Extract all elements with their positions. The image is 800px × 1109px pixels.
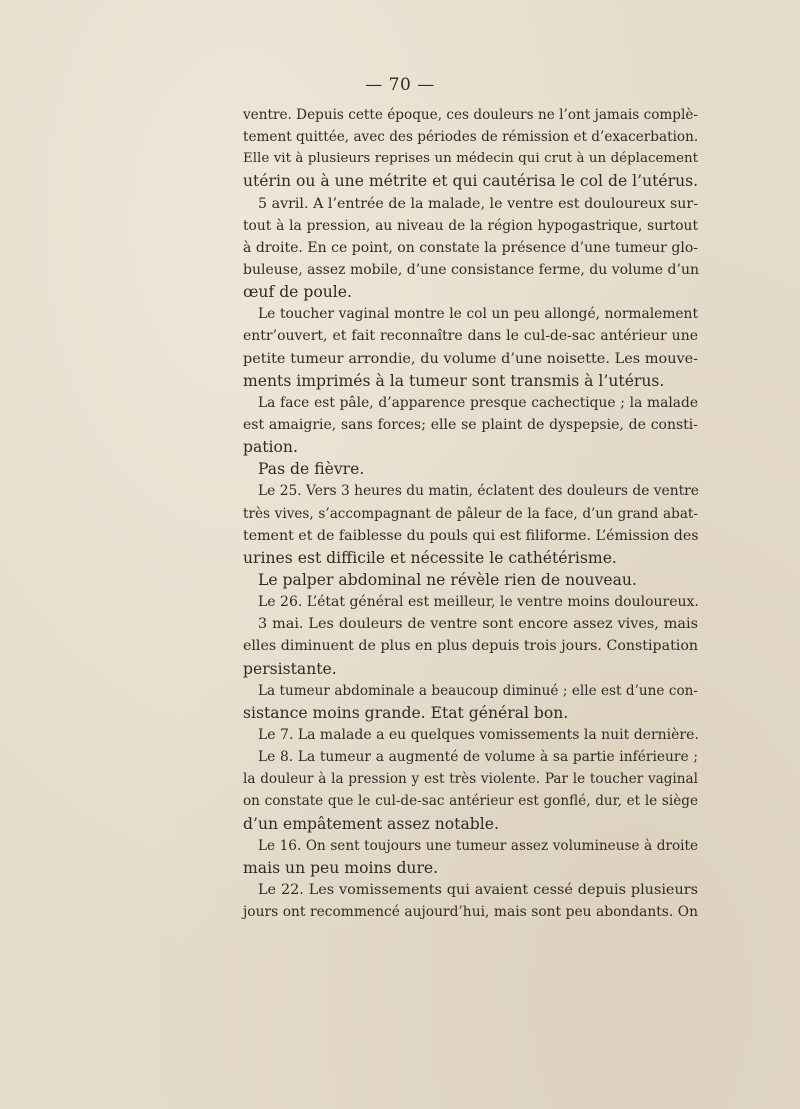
text-line: Le palper abdominal ne révèle rien de nouveau. xyxy=(258,570,637,589)
text-line: mais un peu moins dure. xyxy=(243,858,439,877)
text-line: persistante. xyxy=(243,659,337,678)
text-line: à droite. En ce point, on constate la présence d’une tumeur glo- xyxy=(243,239,698,256)
text-line: 5 avril. A l’entrée de la malade, le ventre est douloureux sur- xyxy=(258,195,698,212)
text-line: entr’ouvert, et fait reconnaître dans le cul-de-sac antérieur une xyxy=(243,328,698,345)
text-line: tement quittée, avec des périodes de rémission et d’exacerbation. xyxy=(243,129,699,146)
text-line: Le 26. L’état général est meilleur, le ventre moins douloureux. xyxy=(258,594,699,611)
text-line: ventre. Depuis cette époque, ces douleurs ne l’ont jamais complè- xyxy=(243,107,698,123)
text-line: Le toucher vaginal montre le col un peu allongé, normalement xyxy=(258,306,698,323)
text-line: on constate que le cul-de-sac antérieur est gonflé, dur, et le siège xyxy=(243,793,698,810)
text-line: elles diminuent de plus en plus depuis trois jours. Constipation xyxy=(243,638,698,655)
text-line: est amaigrie, sans forces; elle se plaint de dyspepsie, de consti- xyxy=(243,416,698,433)
text-line: La tumeur abdominale a beaucoup diminué ; elle est d’une con- xyxy=(258,682,698,699)
text-line: Le 7. La malade a eu quelques vomissements la nuit dernière. xyxy=(258,726,699,743)
text-line: tout à la pression, au niveau de la région hypogastrique, surtout xyxy=(243,217,698,234)
text-line: Le 16. On sent toujours une tumeur assez volumineuse à droite xyxy=(258,837,698,854)
text-line: très vives, s’accompagnant de pâleur de la face, d’un grand abat- xyxy=(243,505,698,522)
text-line: jours ont recommencé aujourd’hui, mais sont peu abondants. On xyxy=(243,904,698,921)
page-number: — 70 — xyxy=(365,75,435,95)
text-line: Pas de fièvre. xyxy=(258,460,365,479)
text-line: œuf de poule. xyxy=(243,283,352,302)
text-line: buleuse, assez mobile, d’une consistance ferme, du volume d’un xyxy=(243,261,699,278)
body-text xyxy=(243,104,698,923)
text-line: Le 8. La tumeur a augmenté de volume à sa partie inférieure ; xyxy=(258,749,698,766)
text-line: tement et de faiblesse du pouls qui est filiforme. L’émission des xyxy=(243,527,699,544)
text-line: urines est difficile et nécessite le cathétérisme. xyxy=(243,548,617,567)
text-line: La face est pâle, d’apparence presque cachectique ; la malade xyxy=(258,394,698,411)
text-line: Elle vit à plusieurs reprises un médecin qui crut à un déplacement xyxy=(243,151,698,167)
text-line: d’un empâtement assez notable. xyxy=(243,814,499,833)
text-line: utérin ou à une métrite et qui cautérisa le col de l’utérus. xyxy=(243,172,699,191)
text-line: Le 25. Vers 3 heures du matin, éclatent des douleurs de ventre xyxy=(258,483,699,500)
text-line: ments imprimés à la tumeur sont transmis à l’utérus. xyxy=(243,371,665,390)
text-line: petite tumeur arrondie, du volume d’une noisette. Les mouve- xyxy=(243,350,698,367)
text-line: sistance moins grande. Etat général bon. xyxy=(243,703,569,722)
text-line: la douleur à la pression y est très violente. Par le toucher vaginal xyxy=(243,771,698,788)
text-line: 3 mai. Les douleurs de ventre sont encore assez vives, mais xyxy=(258,616,698,633)
text-line: Le 22. Les vomissements qui avaient cessé depuis plusieurs xyxy=(258,881,698,898)
text-line: pation. xyxy=(243,438,298,457)
